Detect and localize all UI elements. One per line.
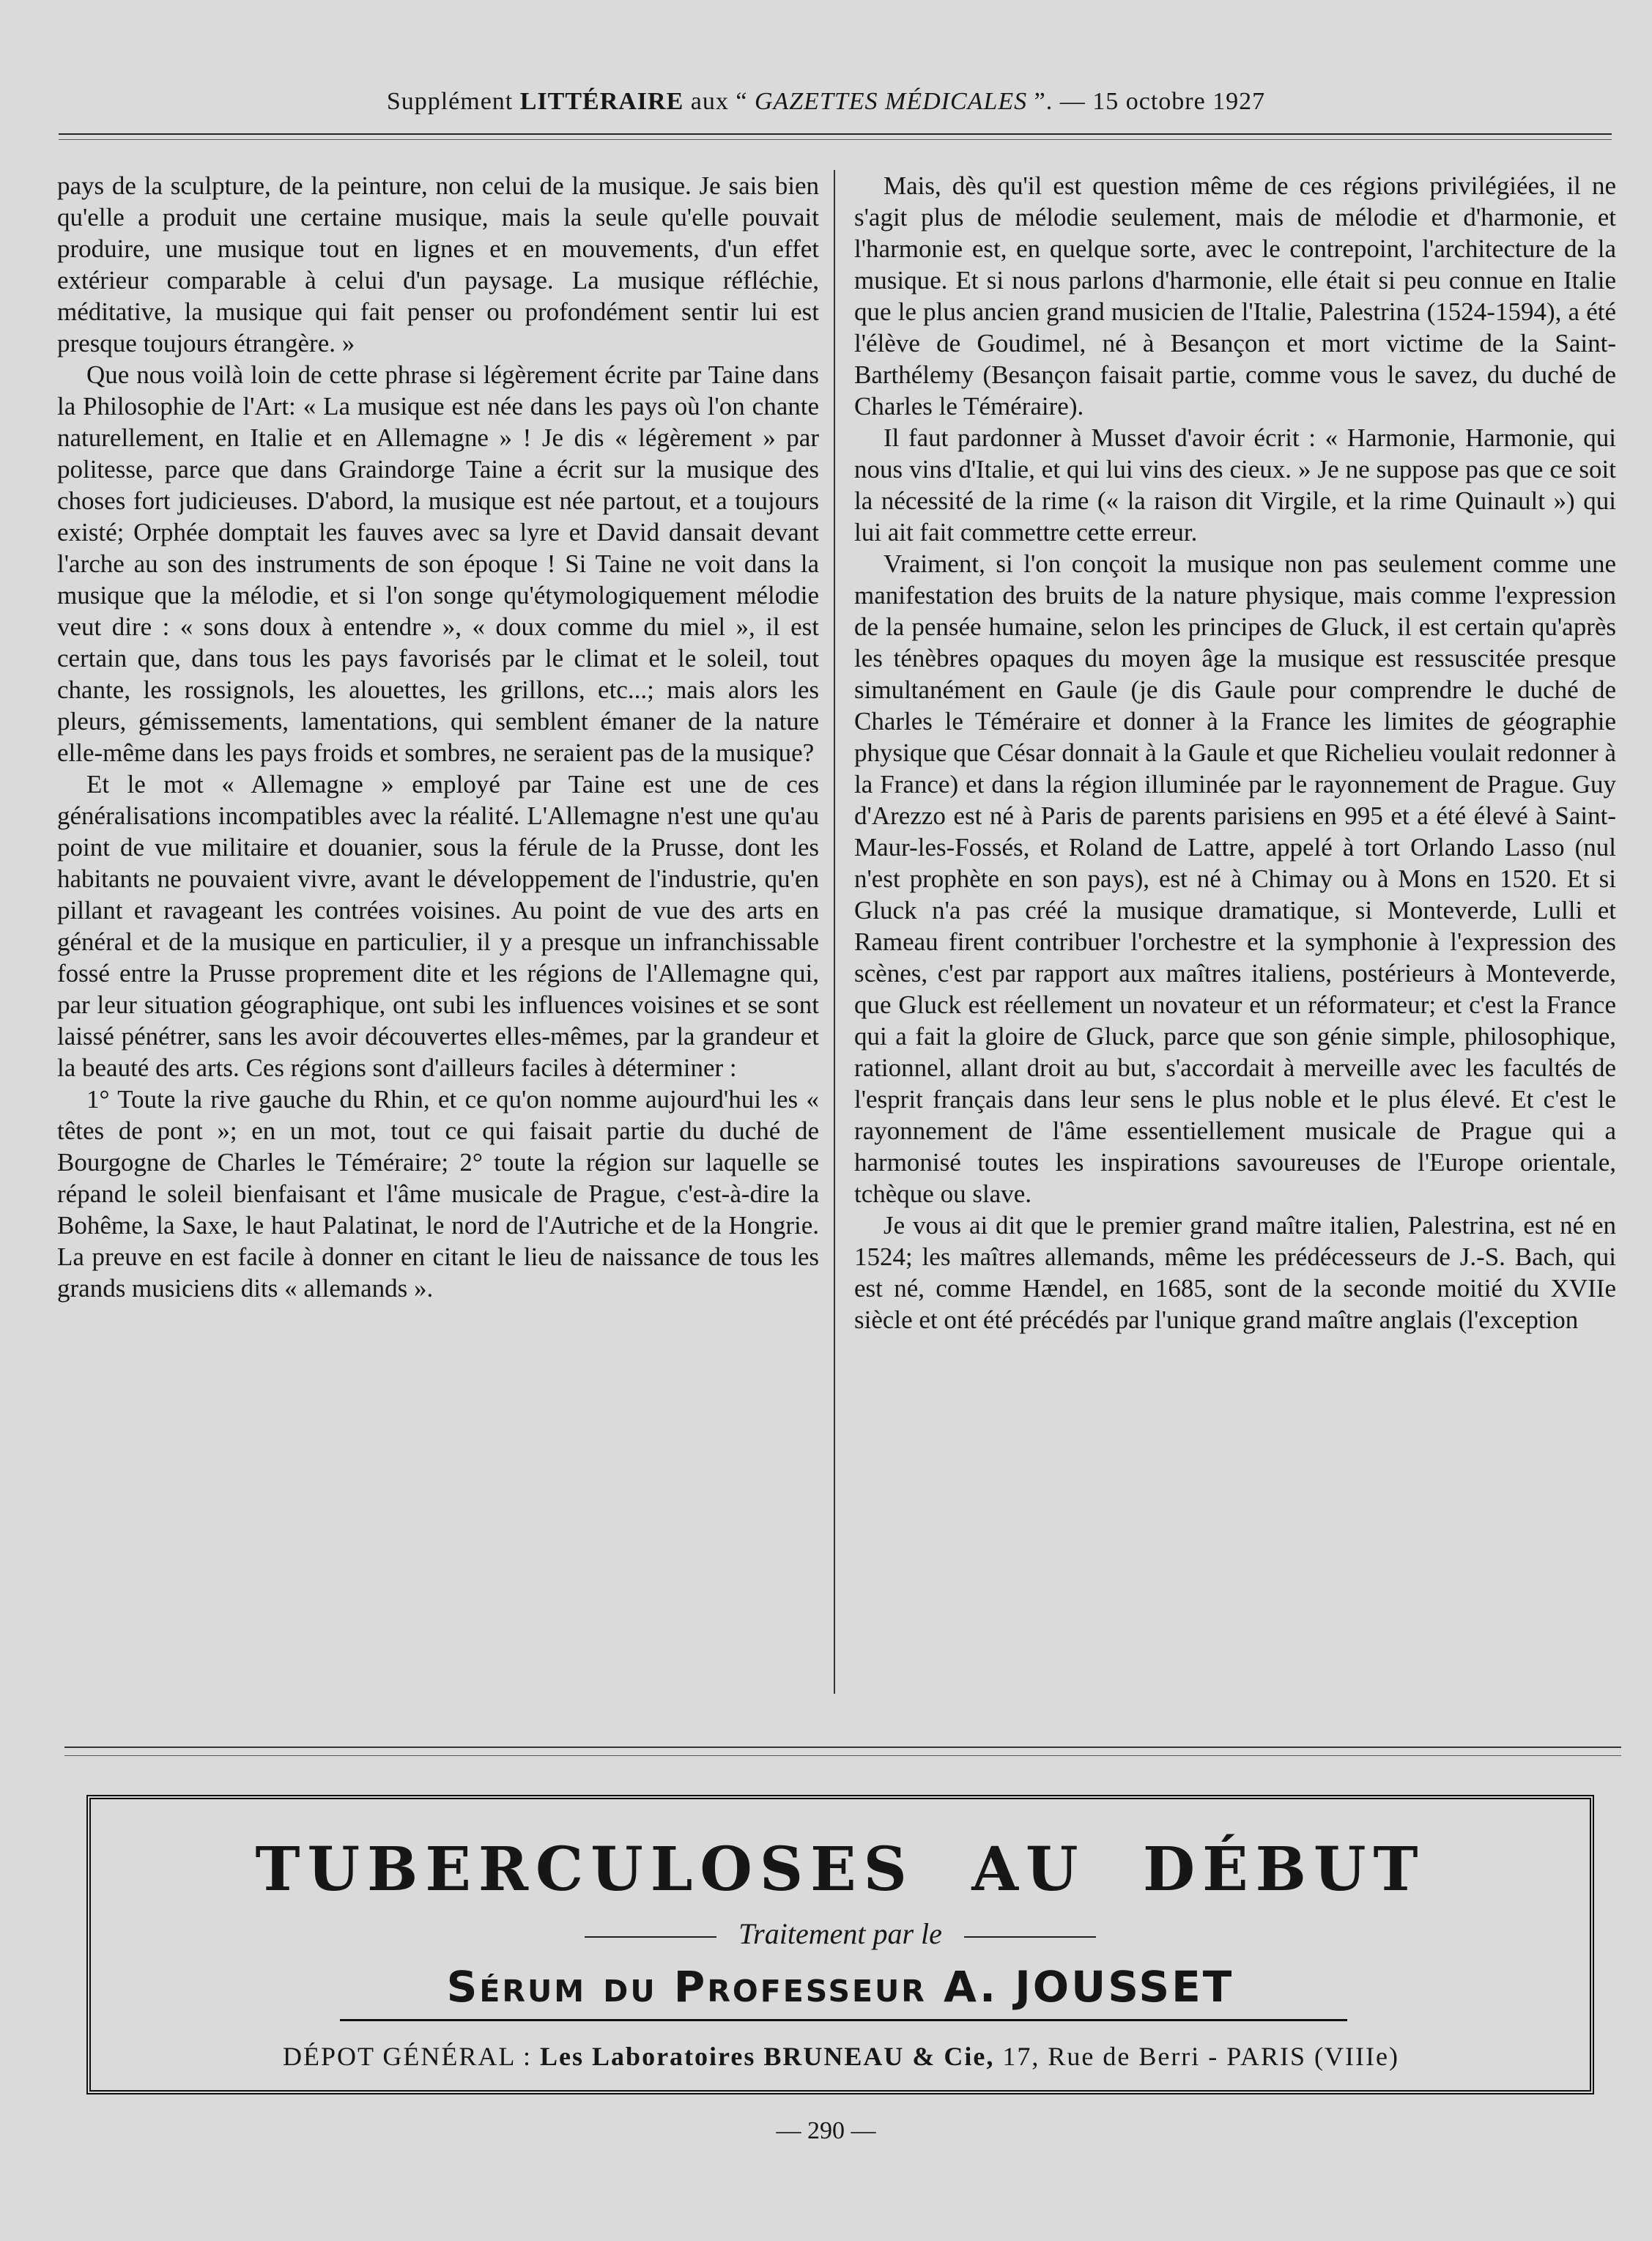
ad-depot-address: 17, Rue de Berri - PARIS (VIIIe) xyxy=(1002,2042,1399,2071)
header-middle: aux “ xyxy=(684,88,755,115)
ad-depot-label: DÉPOT GÉNÉRAL : xyxy=(283,2042,533,2071)
ad-serum-title: Sérum du Professeur A. JOUSSET xyxy=(446,1962,1234,2012)
column-divider xyxy=(834,170,835,1694)
left-paragraph-2: Que nous voilà loin de cette phrase si légèrement écrite par Taine dans la Philosophie de l'Art: « La musique est née dans les pays où l'on chante naturellement, en Italie et en Allemagne » ! Je dis « légèrement » par politesse, parce que dans Graindorge Taine a écrit sur la musique des choses fort judicieuses. D'abord, la musique est née partout, et a toujours existé; Orphée domptait les fauves avec sa lyre et David dansait devant l'arche au son des instruments de son époque ! Si Taine ne voit dans la musique que la mélodie, et si l'on songe qu'étymologiquement mélodie veut dire : « sons doux à entendre », « doux comme du miel », il est certain que, dans tous les pays favorisés par le climat et le soleil, tout chante, les rossignols, les alouettes, les grillons, etc...; mais alors les pleurs, gémissements, lamentations, qui semblent émaner de la nature elle-même dans les pays froids et sombres, ne seraient pas de la musique? xyxy=(57,360,819,767)
ad-subline-text: Traitement par le xyxy=(738,1917,942,1950)
ad-separator-rule xyxy=(64,1747,1621,1748)
header-journal-name: GAZETTES MÉDICALES xyxy=(754,88,1028,115)
ad-depot-line xyxy=(123,2041,1559,2072)
header-prefix: Supplément xyxy=(386,88,520,115)
ad-separator-rule-thin xyxy=(64,1755,1621,1756)
ad-serum-underline xyxy=(340,2019,1347,2021)
running-header xyxy=(0,88,1652,116)
ad-subline-rule-left xyxy=(585,1936,716,1938)
right-paragraph-1: Mais, dès qu'il est question même de ces régions privilégiées, il ne s'agit plus de mélodie seulement, mais de mélodie et d'harmonie, et l'harmonie est, en quelque sorte, avec le contrepoint, l'architecture de la musique. Et si nous parlons d'harmonie, elle était si peu connue en Italie que le plus ancien grand musicien de l'Italie, Palestrina (1524-1594), a été l'élève de Goudimel, né à Besançon et mort victime de la Saint-Barthélemy (Besançon faisait partie, comme vous le savez, du duché de Charles le Téméraire). xyxy=(854,171,1616,421)
right-column xyxy=(854,170,1616,1701)
header-rule-thin xyxy=(59,139,1612,140)
right-paragraph-3: Vraiment, si l'on conçoit la musique non pas seulement comme une manifestation des bruits de la nature physique, mais comme l'expression de la pensée humaine, selon les principes de Gluck, il est certain qu'après les ténèbres opaques du moyen âge la musique est ressuscitée presque simultanément en Gaule (je dis Gaule pour comprendre le duché de Charles le Téméraire et donner à la France les limites de géographie physique que César donnait à la Gaule et que Richelieu voulait redonner à la France) et dans la région illuminée par le rayonnement de Prague. Guy d'Arezzo est né à Paris de parents parisiens en 995 et a été élevé à Saint-Maur-les-Fossés, et Roland de Lattre, appelé à tort Orlando Lasso (nul n'est prophète en son pays), est né à Chimay ou à Mons en 1520. Et si Gluck n'a pas créé la musique dramatique, si Monteverde, Lulli et Rameau firent contribuer l'orchestre et la symphonie à l'expression des scènes, c'est par rapport aux maîtres italiens, postérieurs à Monteverde, que Gluck est réellement un novateur et un réformateur; et c'est la France qui a fait la gloire de Gluck, parce que son génie simple, philosophique, rationnel, allant droit au but, s'accordait à merveille avec les facultés de l'esprit français dans leur sens le plus noble et le plus élevé. Et c'est le rayonnement de l'âme essentiellement musicale de Prague qui a harmonisé toutes les inspirations savoureuses de l'Europe orientale, tchèque ou slave. xyxy=(854,549,1616,1208)
ad-subline xyxy=(91,1916,1590,1951)
right-paragraph-4: Je vous ai dit que le premier grand maître italien, Palestrina, est né en 1524; les maîtres allemands, même les prédécesseurs de J.-S. Bach, qui est né, comme Hændel, en 1685, sont de la seconde moitié du XVIIe siècle et ont été précédés par l'unique grand maître anglais (l'exception xyxy=(854,1211,1616,1334)
ad-depot-laboratory: Les Laboratoires BRUNEAU & Cie, xyxy=(540,2042,995,2071)
header-date: ”. — 15 octobre 1927 xyxy=(1027,88,1266,115)
left-paragraph-3: Et le mot « Allemagne » employé par Taine est une de ces généralisations incompatibles avec la réalité. L'Allemagne n'est une qu'au point de vue militaire et douanier, sous la férule de la Prusse, dont les habitants ne pouvaient vivre, avant le développement de l'industrie, qu'en pillant et ravageant les contrées voisines. Au point de vue des arts en général et de la musique en particulier, il y a presque un infranchissable fossé entre la Prusse proprement dite et les régions de l'Allemagne qui, par leur situation géographique, ont subi les influences voisines et se sont laissé pénétrer, sans les avoir découvertes elles-mêmes, par la grandeur et la beauté des arts. Ces régions sont d'ailleurs faciles à déterminer : xyxy=(57,770,819,1082)
left-paragraph-1: pays de la sculpture, de la peinture, non celui de la musique. Je sais bien qu'elle a produit une certaine musique, mais la seule qu'elle pouvait produire, une musique tout en lignes et en mouvements, d'un effet extérieur comparable à celui d'un paysage. La musique réfléchie, méditative, la musique qui fait penser ou profondément sentir lui est presque toujours étrangère. » xyxy=(57,171,819,358)
left-paragraph-4: 1° Toute la rive gauche du Rhin, et ce qu'on nomme aujourd'hui les « têtes de pont »; en un mot, tout ce qui faisait partie du duché de Bourgogne de Charles le Téméraire; 2° toute la région sur laquelle se répand le soleil bienfaisant et l'âme musicale de Prague, c'est-à-dire la Bohême, la Saxe, le haut Palatinat, le nord de l'Autriche et de la Hongrie. La preuve en est facile à donner en citant le lieu de naissance de tous les grands musiciens dits « allemands ». xyxy=(57,1085,819,1303)
ad-subline-rule-right xyxy=(964,1936,1096,1938)
page-number: — 290 — xyxy=(776,2117,876,2144)
header-rule xyxy=(59,133,1612,135)
header-bold-title: LITTÉRAIRE xyxy=(519,88,684,115)
left-column xyxy=(57,170,819,1701)
ad-headline: TUBERCULOSES AU DÉBUT xyxy=(255,1834,1426,1905)
right-paragraph-2: Il faut pardonner à Musset d'avoir écrit : « Harmonie, Harmonie, qui nous vins d'Italie, et qui lui vins des cieux. » Je ne suppose pas que ce soit la nécessité de la rime (« la raison dit Virgile, et la rime Quinault ») qui lui ait fait commettre cette erreur. xyxy=(854,423,1616,547)
advertisement-box xyxy=(86,1795,1594,2094)
